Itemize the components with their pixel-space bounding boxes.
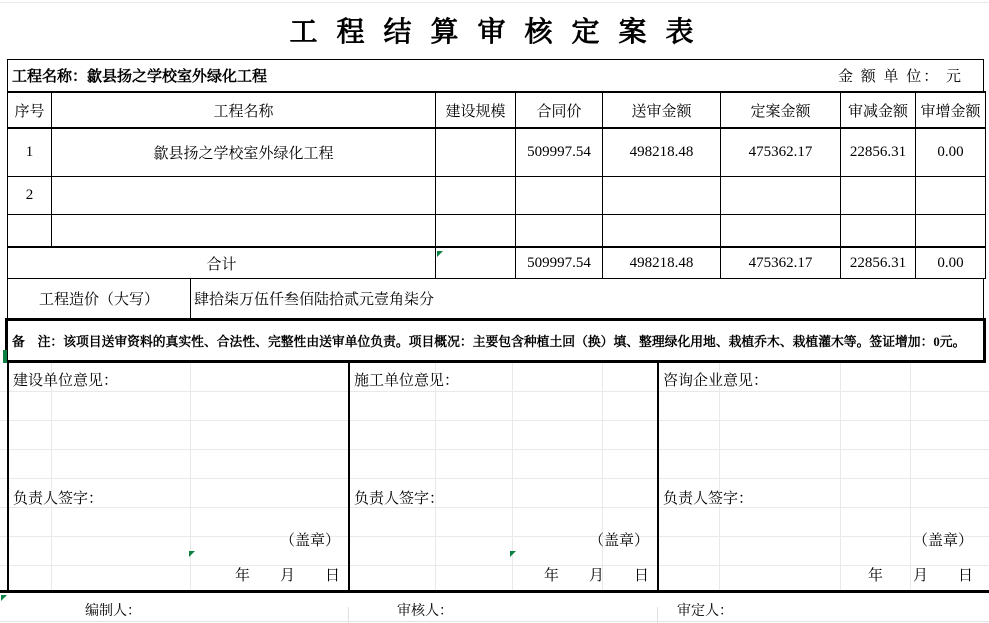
green-bar-marker	[3, 350, 7, 363]
cell-seq[interactable]	[8, 215, 52, 248]
cell-contract-price[interactable]: 509997.54	[516, 129, 603, 177]
cell-flag-triangle-icon	[437, 251, 443, 257]
cell-submitted-amount[interactable]	[603, 177, 721, 215]
cell-approved-amount[interactable]	[721, 215, 841, 248]
cell-reduced-amount[interactable]: 22856.31	[841, 129, 916, 177]
amount-in-words-label: 工程造价（大写）	[8, 279, 191, 318]
responsible-signature-label: 负责人签字：	[663, 491, 754, 507]
cell-project-name[interactable]: 歙县扬之学校室外绿化工程	[52, 129, 436, 177]
total-increased-amount[interactable]: 0.00	[937, 254, 964, 271]
total-row-label: 合计	[8, 248, 436, 278]
date-label: 年 月 日	[543, 568, 649, 584]
cell-seq[interactable]: 2	[8, 177, 52, 215]
gridline	[0, 621, 989, 622]
footer-row	[0, 593, 989, 623]
opinion-title: 施工单位意见：	[354, 373, 460, 389]
cell-contract-price[interactable]	[516, 215, 603, 248]
remark-box: 备 注：该项目送审资料的真实性、合法性、完整性由送审单位负责。项目概况：主要包含种植土回（换）填、整理绿化用地、栽植乔木、栽植灌木等。签证增加：0元。	[5, 318, 986, 363]
cell-seq[interactable]: 1	[8, 129, 52, 177]
total-reduced-amount[interactable]: 22856.31	[841, 248, 916, 278]
date-label: 年 月 日	[234, 568, 340, 584]
total-scale[interactable]	[436, 248, 516, 278]
seal-label: （盖章）	[912, 533, 973, 549]
reviewer-label[interactable]: 审核人：	[397, 604, 453, 619]
project-name-label: 工程名称：歙县扬之学校室外绿化工程	[12, 69, 268, 85]
date-label: 年 月 日	[867, 568, 973, 584]
cell-scale[interactable]	[436, 129, 516, 177]
total-submitted-amount[interactable]: 498218.48	[603, 248, 721, 278]
amount-in-words-row	[7, 279, 984, 318]
opinion-box-contractor-unit[interactable]	[348, 363, 657, 590]
cell-project-name[interactable]	[52, 215, 436, 248]
cell-flag-triangle-icon	[510, 551, 516, 557]
col-submitted-amount-header: 送审金额	[603, 93, 721, 129]
amount-in-words-value[interactable]: 肆拾柒万伍仟叁佰陆拾贰元壹角柒分	[194, 292, 435, 308]
col-scale-header: 建设规模	[436, 93, 516, 129]
page-title: 工 程 结 算 审 核 定 案 表	[289, 17, 700, 48]
seal-label: （盖章）	[588, 533, 649, 549]
cell-contract-price[interactable]	[516, 177, 603, 215]
cell-increased-amount[interactable]	[916, 215, 985, 248]
cell-reduced-amount[interactable]	[841, 215, 916, 248]
cell-project-name[interactable]	[52, 177, 436, 215]
opinion-title: 咨询企业意见：	[663, 373, 769, 389]
cell-submitted-amount[interactable]	[603, 215, 721, 248]
cell-flag-triangle-icon	[189, 551, 195, 557]
opinions-section	[0, 363, 989, 593]
cell-increased-amount[interactable]: 0.00	[916, 129, 985, 177]
cell-increased-amount[interactable]	[916, 177, 985, 215]
col-increased-amount-header: 审增金额	[916, 93, 985, 129]
responsible-signature-label: 负责人签字：	[13, 491, 104, 507]
col-approved-amount-header: 定案金额	[721, 93, 841, 129]
cell-approved-amount[interactable]: 475362.17	[721, 129, 841, 177]
preparer-label[interactable]: 编制人：	[85, 604, 141, 619]
meta-row	[7, 59, 984, 91]
total-approved-amount[interactable]: 475362.17	[721, 248, 841, 278]
responsible-signature-label: 负责人签字：	[354, 491, 445, 507]
cell-approved-amount[interactable]	[721, 177, 841, 215]
settlement-table	[7, 91, 986, 279]
cell-scale[interactable]	[436, 177, 516, 215]
col-reduced-amount-header: 审减金额	[841, 93, 916, 129]
seal-label: （盖章）	[279, 533, 340, 549]
opinion-title: 建设单位意见：	[13, 373, 119, 389]
total-contract-price[interactable]: 509997.54	[516, 248, 603, 278]
amount-unit-label: 金 额 单 位： 元	[837, 69, 963, 85]
cell-reduced-amount[interactable]	[841, 177, 916, 215]
col-contract-price-header: 合同价	[516, 93, 603, 129]
cell-flag-triangle-icon	[1, 595, 7, 601]
opinion-box-construction-unit[interactable]	[7, 363, 348, 590]
approver-label[interactable]: 审定人：	[677, 604, 733, 619]
col-seq-header: 序号	[8, 93, 52, 129]
cell-scale[interactable]	[436, 215, 516, 248]
col-project-name-header: 工程名称	[52, 93, 436, 129]
opinion-box-consulting-firm[interactable]	[657, 363, 989, 590]
cell-submitted-amount[interactable]: 498218.48	[603, 129, 721, 177]
gridline	[0, 2, 989, 3]
